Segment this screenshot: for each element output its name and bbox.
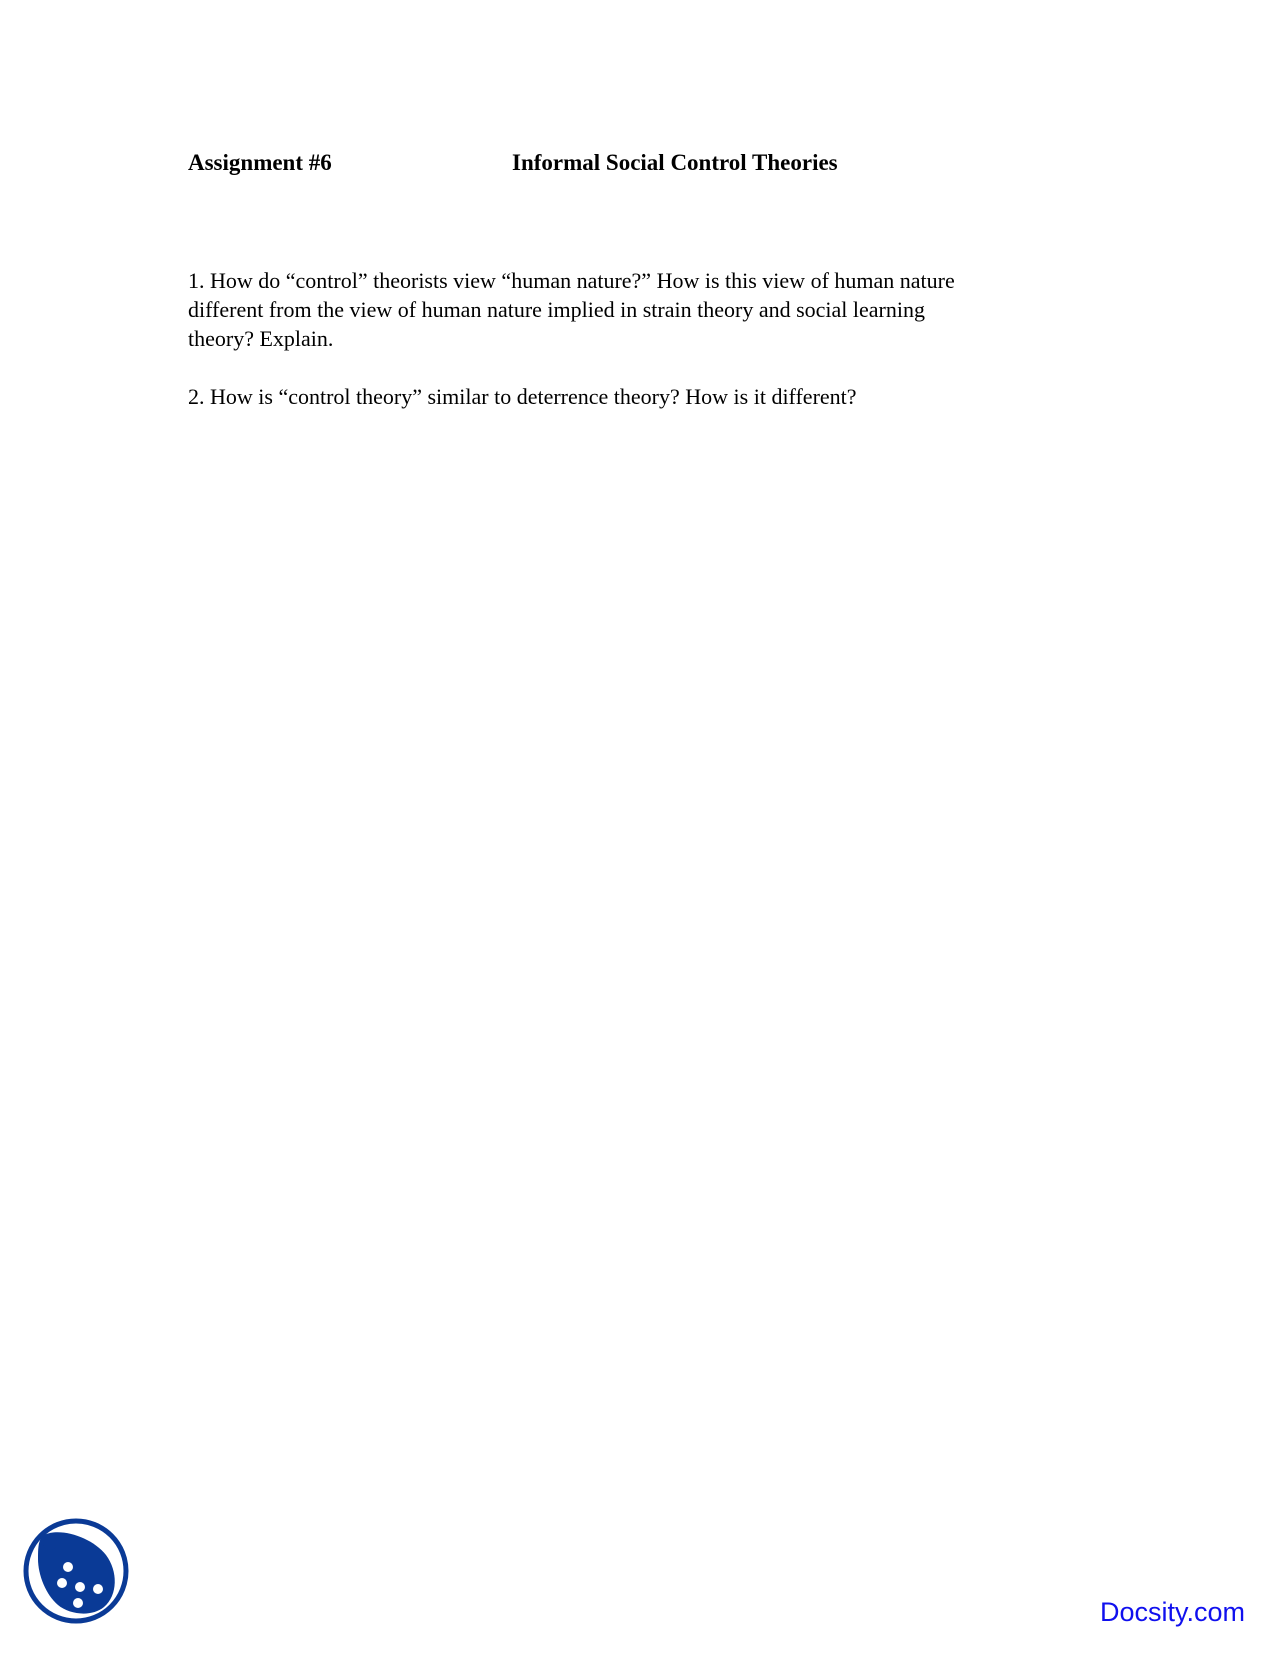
docsity-logo-icon xyxy=(20,1515,132,1627)
logo-dot-5 xyxy=(73,1598,83,1608)
question-2 xyxy=(188,382,1088,411)
logo-dot-2 xyxy=(57,1578,67,1588)
docsity-logo-graphic xyxy=(20,1515,132,1627)
logo-dot-3 xyxy=(75,1582,85,1592)
assignment-label: Assignment #6 xyxy=(188,150,332,175)
question-2-line-1: 2. How is “control theory” similar to deterrence theory? How is it different? xyxy=(188,384,857,409)
question-1 xyxy=(188,266,1088,353)
document-title: Informal Social Control Theories xyxy=(512,150,838,175)
docsity-link[interactable]: Docsity.com xyxy=(1100,1597,1246,1627)
logo-dot-4 xyxy=(93,1584,103,1594)
logo-dot-1 xyxy=(63,1562,73,1572)
question-1-line-3: theory? Explain. xyxy=(188,326,334,351)
logo-cap xyxy=(43,1536,57,1550)
question-1-line-1: 1. How do “control” theorists view “human nature?” How is this view of human nature xyxy=(188,268,955,293)
question-1-line-2: different from the view of human nature implied in strain theory and social learning xyxy=(188,297,925,322)
